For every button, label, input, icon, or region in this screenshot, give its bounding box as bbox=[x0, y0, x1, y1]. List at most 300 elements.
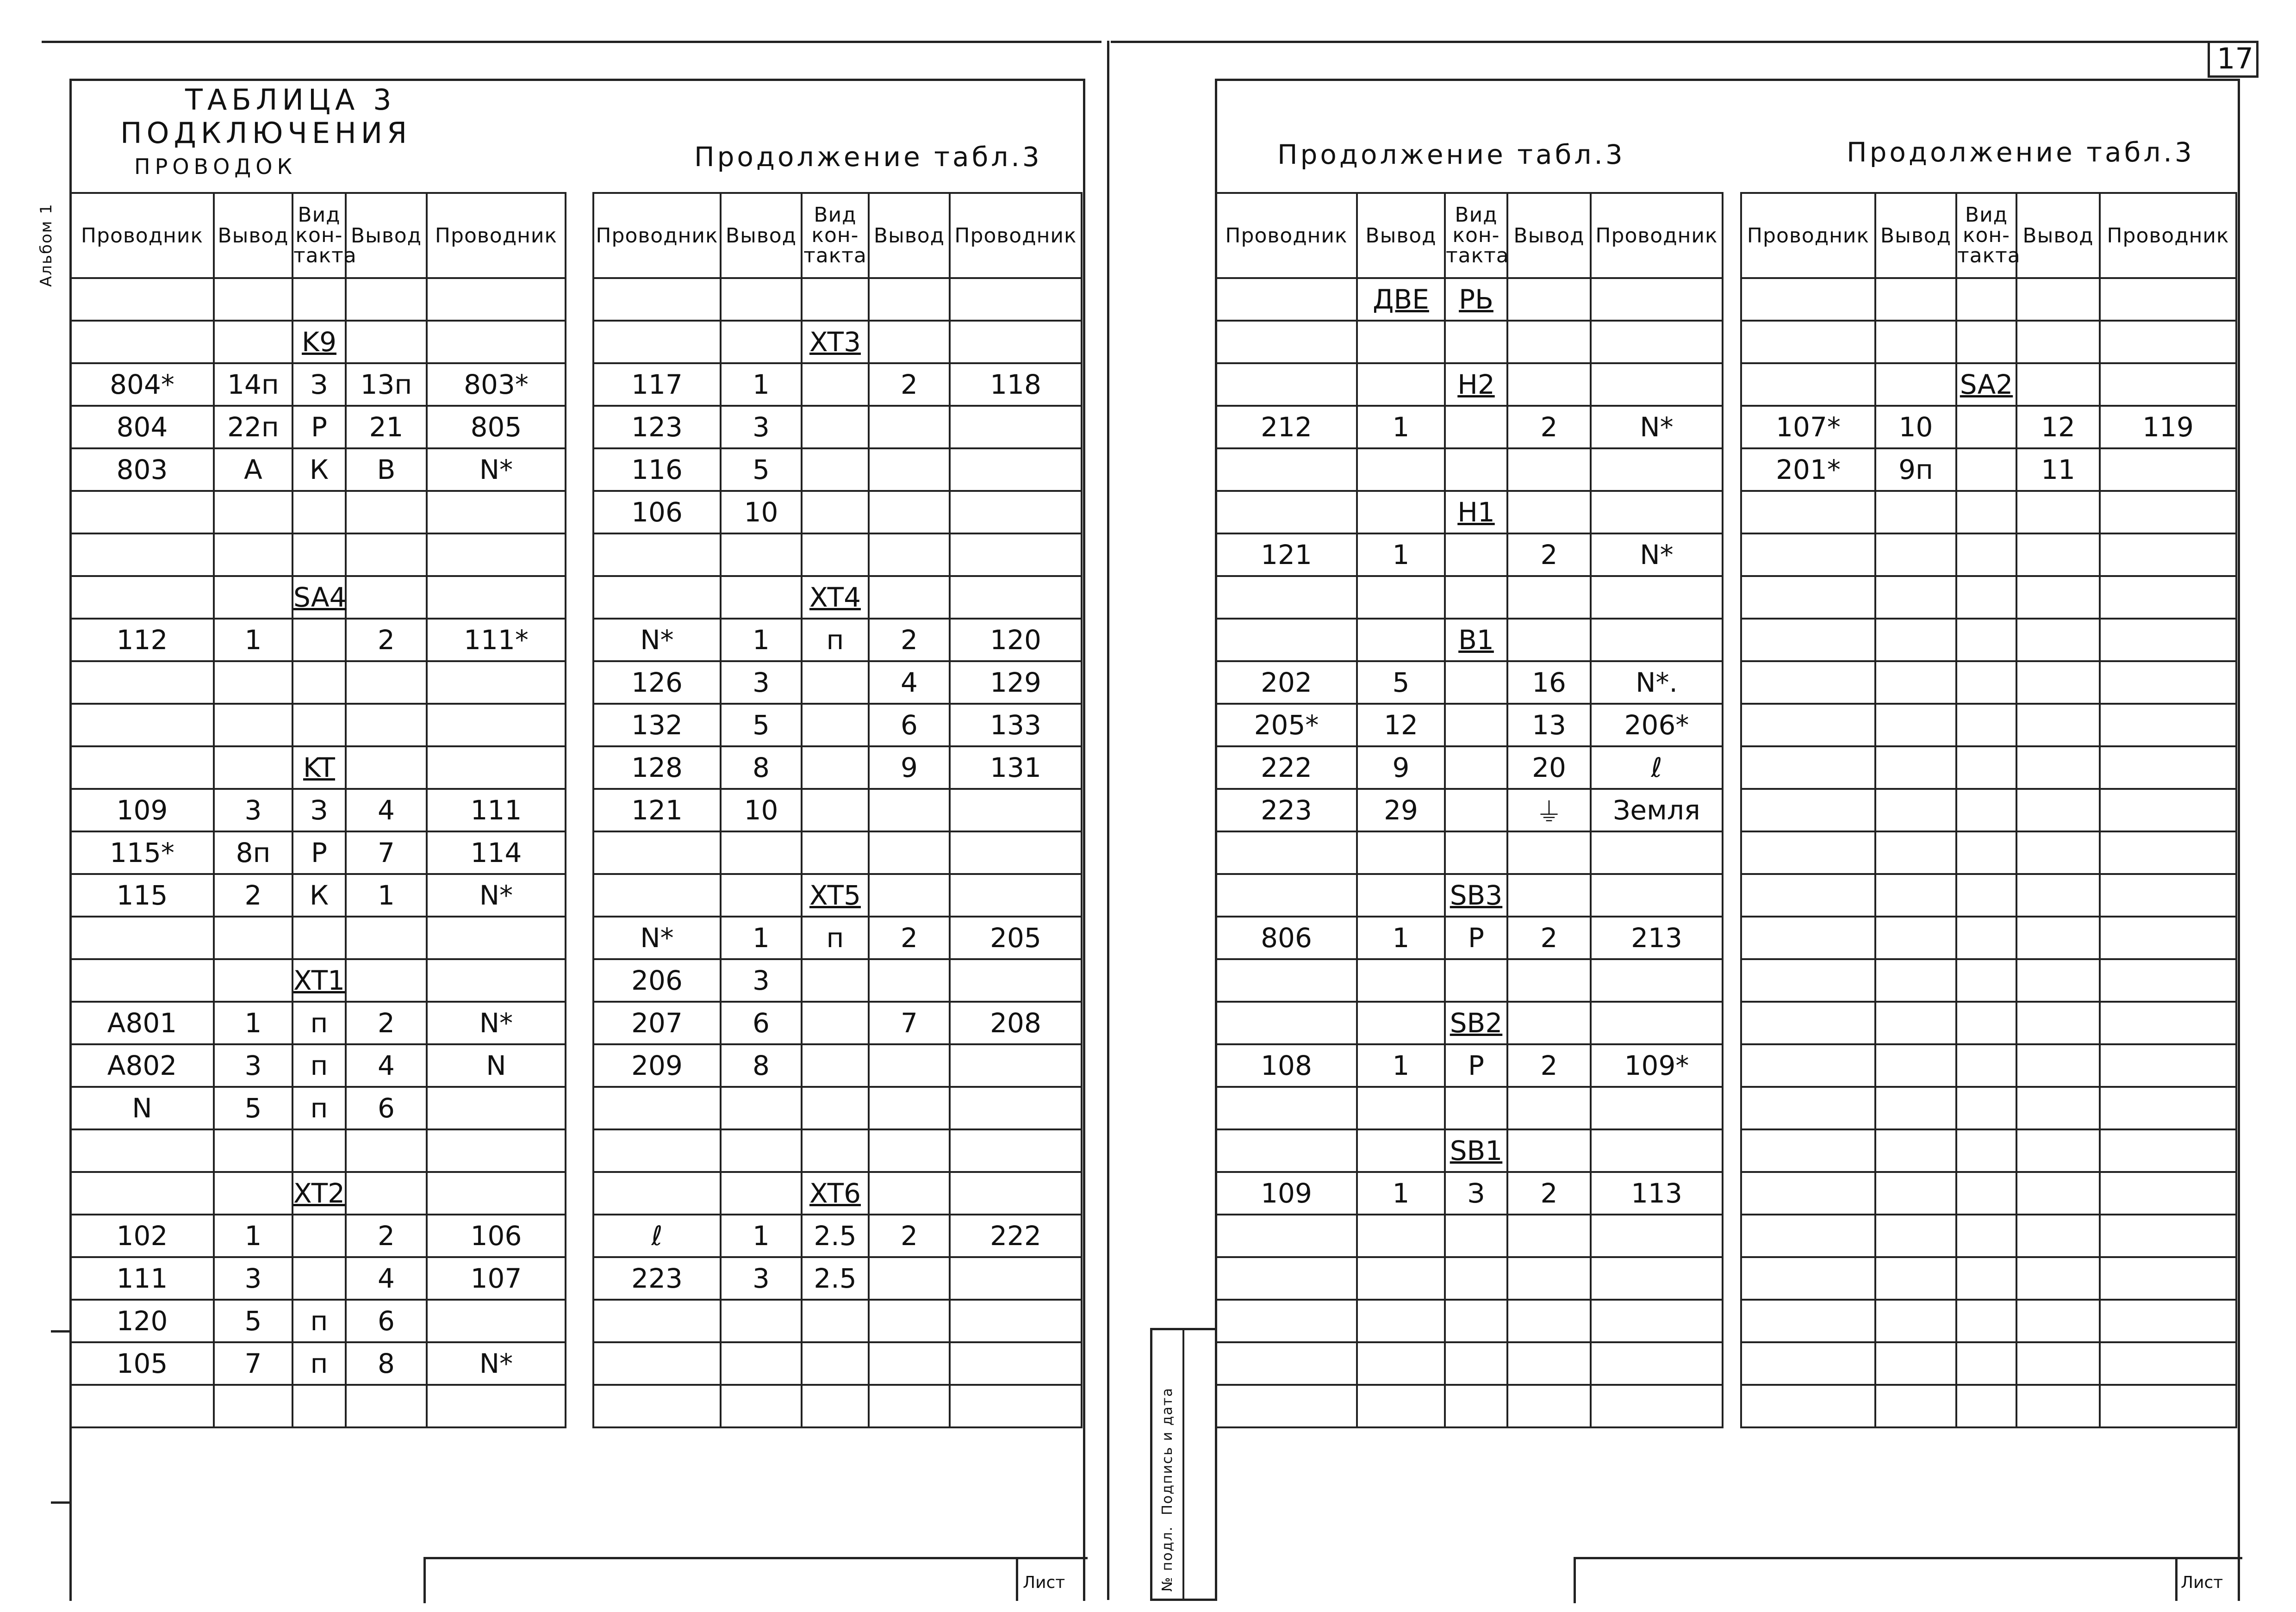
table-cell bbox=[721, 874, 802, 917]
table-cell bbox=[427, 576, 566, 619]
table-cell: 1 bbox=[214, 619, 292, 661]
table-cell: З bbox=[292, 789, 346, 831]
table-cell bbox=[2100, 321, 2236, 363]
table-cell: 3 bbox=[721, 1257, 802, 1300]
table-cell bbox=[593, 533, 721, 576]
table-row bbox=[593, 746, 1082, 789]
table-cell bbox=[721, 1087, 802, 1129]
table-cell bbox=[1445, 576, 1507, 619]
table-cell bbox=[950, 448, 1082, 491]
table-cell bbox=[214, 661, 292, 704]
table-cell bbox=[427, 1087, 566, 1129]
table-cell bbox=[70, 491, 214, 533]
table-cell bbox=[1357, 1300, 1445, 1342]
table-cell bbox=[2016, 1129, 2100, 1172]
table-cell bbox=[1507, 321, 1591, 363]
table-cell bbox=[1445, 619, 1507, 661]
table-cell: 2 bbox=[869, 363, 950, 406]
table-cell: 1 bbox=[1357, 1172, 1445, 1215]
table-cell bbox=[950, 1172, 1082, 1215]
table-cell bbox=[1956, 874, 2016, 917]
table-cell bbox=[70, 321, 214, 363]
table-cell bbox=[2100, 1257, 2236, 1300]
table-cell bbox=[802, 704, 869, 746]
table-cell: 3 bbox=[721, 959, 802, 1002]
table-row bbox=[1216, 1342, 1723, 1385]
table-cell bbox=[593, 1172, 721, 1215]
table-cell: 205 bbox=[950, 917, 1082, 959]
table-cell bbox=[1445, 363, 1507, 406]
table-cell bbox=[593, 576, 721, 619]
table-cell: 123 bbox=[593, 406, 721, 448]
table-cell: 5 bbox=[721, 448, 802, 491]
table-cell bbox=[1445, 1002, 1507, 1044]
table-row bbox=[593, 363, 1082, 406]
table-cell bbox=[1875, 321, 1956, 363]
table-cell bbox=[1591, 491, 1723, 533]
table-cell bbox=[1445, 789, 1507, 831]
table-cell bbox=[1507, 278, 1591, 321]
table-cell bbox=[802, 1385, 869, 1427]
table-cell bbox=[70, 1129, 214, 1172]
table-cell bbox=[1591, 1300, 1723, 1342]
table-cell: 806 bbox=[1216, 917, 1357, 959]
table-cell bbox=[1956, 1385, 2016, 1427]
table-cell bbox=[1956, 1172, 2016, 1215]
table-cell bbox=[1445, 491, 1507, 533]
column-header: Проводник bbox=[2100, 193, 2236, 278]
table-cell: 10 bbox=[721, 789, 802, 831]
table-row bbox=[1216, 661, 1723, 704]
table-cell: 102 bbox=[70, 1215, 214, 1257]
table-cell bbox=[1741, 363, 1875, 406]
table-row bbox=[593, 1002, 1082, 1044]
table-cell bbox=[1875, 959, 1956, 1002]
table-cell bbox=[427, 1385, 566, 1427]
table-cell bbox=[1875, 874, 1956, 917]
table-cell bbox=[2016, 1300, 2100, 1342]
table-row bbox=[1216, 1300, 1723, 1342]
table-row bbox=[1216, 874, 1723, 917]
table-cell bbox=[2016, 1172, 2100, 1215]
table-row bbox=[70, 1300, 566, 1342]
table-row bbox=[1741, 533, 2236, 576]
table-cell bbox=[1507, 491, 1591, 533]
table-cell bbox=[214, 321, 292, 363]
table-cell bbox=[593, 1129, 721, 1172]
table-cell bbox=[1445, 1385, 1507, 1427]
table-cell bbox=[1445, 874, 1507, 917]
table-cell: 118 bbox=[950, 363, 1082, 406]
table-cell bbox=[2016, 1257, 2100, 1300]
title-line-3: ПРОВОДОК bbox=[134, 154, 297, 179]
table-cell bbox=[70, 533, 214, 576]
table-cell bbox=[1216, 1300, 1357, 1342]
table-cell bbox=[1445, 278, 1507, 321]
table-cell bbox=[2100, 661, 2236, 704]
table-cell: п bbox=[802, 917, 869, 959]
table-cell: З bbox=[292, 363, 346, 406]
table-cell: 133 bbox=[950, 704, 1082, 746]
table-cell bbox=[214, 1129, 292, 1172]
table-cell: 109 bbox=[70, 789, 214, 831]
table-row bbox=[70, 1257, 566, 1300]
table-row bbox=[70, 661, 566, 704]
table-cell bbox=[1956, 533, 2016, 576]
table-row bbox=[1216, 1002, 1723, 1044]
table-cell: 8 bbox=[346, 1342, 427, 1385]
table-row bbox=[1741, 1044, 2236, 1087]
table-cell bbox=[869, 321, 950, 363]
table-cell bbox=[802, 278, 869, 321]
table-cell: A801 bbox=[70, 1002, 214, 1044]
table-cell bbox=[2016, 831, 2100, 874]
table-cell: 114 bbox=[427, 831, 566, 874]
table-cell bbox=[346, 1129, 427, 1172]
table-cell bbox=[869, 1385, 950, 1427]
table-cell: 113 bbox=[1591, 1172, 1723, 1215]
table-cell bbox=[427, 746, 566, 789]
table-cell: 106 bbox=[427, 1215, 566, 1257]
table-cell: 206 bbox=[593, 959, 721, 1002]
table-cell: N bbox=[427, 1044, 566, 1087]
table-row bbox=[1216, 1044, 1723, 1087]
table-cell: 16 bbox=[1507, 661, 1591, 704]
table-cell bbox=[1591, 874, 1723, 917]
table-cell bbox=[1956, 917, 2016, 959]
table-row bbox=[70, 1215, 566, 1257]
table-cell bbox=[721, 533, 802, 576]
continuation-title-1: Продолжение табл.3 bbox=[694, 141, 1042, 173]
table-cell bbox=[1741, 1044, 1875, 1087]
table-cell: 9п bbox=[1875, 448, 1956, 491]
table-cell bbox=[346, 1385, 427, 1427]
table-cell: 129 bbox=[950, 661, 1082, 704]
table-row bbox=[70, 917, 566, 959]
table-cell bbox=[292, 1215, 346, 1257]
table-row bbox=[1741, 1300, 2236, 1342]
table-row bbox=[70, 278, 566, 321]
table-cell bbox=[721, 1385, 802, 1427]
table-cell: 10 bbox=[1875, 406, 1956, 448]
table-row bbox=[1741, 1087, 2236, 1129]
table-cell bbox=[1216, 448, 1357, 491]
left-title-block bbox=[423, 1557, 1088, 1603]
table-cell bbox=[1216, 831, 1357, 874]
table-cell bbox=[721, 1129, 802, 1172]
table-cell bbox=[1875, 278, 1956, 321]
table-cell bbox=[292, 278, 346, 321]
device-tag: H1 bbox=[1457, 496, 1495, 528]
table-cell bbox=[1357, 874, 1445, 917]
table-cell bbox=[1216, 1087, 1357, 1129]
table-cell: 205* bbox=[1216, 704, 1357, 746]
table-cell bbox=[1357, 619, 1445, 661]
table-cell bbox=[721, 576, 802, 619]
table-cell bbox=[1357, 448, 1445, 491]
table-cell bbox=[1507, 831, 1591, 874]
table-cell bbox=[721, 321, 802, 363]
table-cell bbox=[1357, 959, 1445, 1002]
table-cell bbox=[869, 533, 950, 576]
table-cell: N* bbox=[593, 917, 721, 959]
table-row bbox=[1741, 1257, 2236, 1300]
table-cell bbox=[869, 1300, 950, 1342]
table-cell bbox=[2100, 491, 2236, 533]
table-cell bbox=[869, 491, 950, 533]
table-cell bbox=[1591, 576, 1723, 619]
table-cell bbox=[70, 576, 214, 619]
table-cell bbox=[1875, 1215, 1956, 1257]
table-cell: В bbox=[346, 448, 427, 491]
table-cell bbox=[427, 278, 566, 321]
table-row bbox=[593, 491, 1082, 533]
table-row bbox=[593, 1257, 1082, 1300]
table-cell: 1 bbox=[1357, 533, 1445, 576]
table-cell bbox=[2100, 831, 2236, 874]
table-row bbox=[1741, 1172, 2236, 1215]
table-cell bbox=[1591, 363, 1723, 406]
table-row bbox=[70, 1342, 566, 1385]
table-cell: 1 bbox=[721, 363, 802, 406]
table-cell: 2 bbox=[1507, 917, 1591, 959]
table-row bbox=[593, 619, 1082, 661]
table-cell bbox=[869, 278, 950, 321]
table-cell: З bbox=[1445, 1172, 1507, 1215]
table-cell: 8 bbox=[721, 746, 802, 789]
table-cell: п bbox=[802, 619, 869, 661]
table-cell bbox=[1357, 491, 1445, 533]
table-cell bbox=[1445, 448, 1507, 491]
table-cell bbox=[1875, 533, 1956, 576]
table-cell: 126 bbox=[593, 661, 721, 704]
table-cell bbox=[1216, 321, 1357, 363]
table-cell bbox=[214, 1385, 292, 1427]
table-cell: 201* bbox=[1741, 448, 1875, 491]
table-cell: 6 bbox=[869, 704, 950, 746]
table-cell: Р bbox=[292, 831, 346, 874]
table-cell bbox=[1741, 1385, 1875, 1427]
table-row bbox=[1741, 746, 2236, 789]
table-row bbox=[70, 619, 566, 661]
table-row bbox=[593, 448, 1082, 491]
table-cell bbox=[1591, 1215, 1723, 1257]
table-cell bbox=[292, 917, 346, 959]
table-cell bbox=[346, 917, 427, 959]
column-header: Вид кон- такта bbox=[802, 193, 869, 278]
table-cell bbox=[802, 661, 869, 704]
device-tag: SB2 bbox=[1450, 1007, 1503, 1039]
table-row bbox=[1741, 831, 2236, 874]
table-row bbox=[593, 1215, 1082, 1257]
table-row bbox=[1216, 576, 1723, 619]
table-cell bbox=[950, 1129, 1082, 1172]
table-cell bbox=[214, 746, 292, 789]
table-row bbox=[593, 831, 1082, 874]
table-cell: 111 bbox=[70, 1257, 214, 1300]
table-cell bbox=[1507, 1257, 1591, 1300]
table-row bbox=[70, 406, 566, 448]
table-cell bbox=[950, 874, 1082, 917]
table-cell bbox=[2100, 278, 2236, 321]
table-cell bbox=[1445, 959, 1507, 1002]
table-cell: 109 bbox=[1216, 1172, 1357, 1215]
table-cell: 222 bbox=[950, 1215, 1082, 1257]
table-cell: 803* bbox=[427, 363, 566, 406]
table-row bbox=[70, 576, 566, 619]
table-cell: п bbox=[292, 1300, 346, 1342]
table-cell bbox=[1875, 917, 1956, 959]
table-cell bbox=[1741, 661, 1875, 704]
table-cell: 1 bbox=[721, 917, 802, 959]
table-cell: 2 bbox=[346, 1215, 427, 1257]
table-cell bbox=[292, 1385, 346, 1427]
table-row bbox=[593, 576, 1082, 619]
table-row bbox=[70, 1044, 566, 1087]
table-cell: п bbox=[292, 1002, 346, 1044]
table-cell bbox=[214, 959, 292, 1002]
table-cell: N* bbox=[427, 1342, 566, 1385]
table-cell bbox=[1591, 448, 1723, 491]
table-cell bbox=[950, 1044, 1082, 1087]
table-cell: 206* bbox=[1591, 704, 1723, 746]
table-cell bbox=[1507, 363, 1591, 406]
table-cell: 2 bbox=[1507, 406, 1591, 448]
table-cell: 119 bbox=[2100, 406, 2236, 448]
device-tag: ДВЕ bbox=[1373, 284, 1429, 315]
table-cell bbox=[1956, 746, 2016, 789]
table-cell bbox=[950, 959, 1082, 1002]
table-cell bbox=[427, 491, 566, 533]
table-cell bbox=[950, 1385, 1082, 1427]
column-header: Проводник bbox=[593, 193, 721, 278]
table-cell bbox=[1216, 576, 1357, 619]
table-cell: 4 bbox=[346, 1044, 427, 1087]
table-cell: 112 bbox=[70, 619, 214, 661]
table-cell bbox=[1875, 1385, 1956, 1427]
table-cell bbox=[802, 831, 869, 874]
table-cell bbox=[2016, 1342, 2100, 1385]
table-cell bbox=[1591, 1385, 1723, 1427]
table-cell bbox=[1741, 1257, 1875, 1300]
table-cell bbox=[869, 959, 950, 1002]
table-cell bbox=[2016, 746, 2100, 789]
table-cell: 111* bbox=[427, 619, 566, 661]
table-cell bbox=[1956, 831, 2016, 874]
table-cell: 7 bbox=[214, 1342, 292, 1385]
column-header: Вывод bbox=[346, 193, 427, 278]
table-cell bbox=[214, 576, 292, 619]
table-cell bbox=[869, 448, 950, 491]
table-row bbox=[1216, 789, 1723, 831]
device-tag: XT2 bbox=[293, 1178, 345, 1209]
table-cell bbox=[869, 1087, 950, 1129]
table-cell bbox=[593, 1385, 721, 1427]
table-row bbox=[70, 533, 566, 576]
table-cell bbox=[346, 321, 427, 363]
table-cell bbox=[2100, 746, 2236, 789]
table-cell bbox=[1507, 874, 1591, 917]
table-cell bbox=[1216, 1215, 1357, 1257]
table-cell bbox=[1507, 1342, 1591, 1385]
header-row bbox=[1216, 193, 1723, 278]
table-cell: 4 bbox=[346, 789, 427, 831]
table-cell bbox=[1507, 1215, 1591, 1257]
table-cell: Р bbox=[1445, 917, 1507, 959]
table-cell bbox=[1357, 1002, 1445, 1044]
table-cell bbox=[1357, 321, 1445, 363]
margin-tick-2 bbox=[51, 1501, 69, 1504]
table-cell bbox=[869, 1342, 950, 1385]
device-tag: SA4 bbox=[293, 582, 347, 613]
column-header: Вывод bbox=[214, 193, 292, 278]
continuation-title-2: Продолжение табл.3 bbox=[1277, 139, 1625, 170]
table-cell bbox=[1875, 363, 1956, 406]
table-cell: 2 bbox=[1507, 533, 1591, 576]
table-row bbox=[70, 1172, 566, 1215]
table-cell bbox=[292, 576, 346, 619]
table-cell: 7 bbox=[869, 1002, 950, 1044]
table-row bbox=[593, 789, 1082, 831]
table-cell: ℓ bbox=[593, 1215, 721, 1257]
table-row bbox=[1741, 363, 2236, 406]
table-cell bbox=[1507, 1129, 1591, 1172]
table-cell bbox=[1875, 1172, 1956, 1215]
table-cell bbox=[1741, 619, 1875, 661]
table-cell: 115 bbox=[70, 874, 214, 917]
table-cell bbox=[1741, 959, 1875, 1002]
table-cell bbox=[1445, 1300, 1507, 1342]
table-cell bbox=[346, 704, 427, 746]
table-row bbox=[1741, 1342, 2236, 1385]
table-cell bbox=[950, 321, 1082, 363]
table-cell bbox=[802, 1087, 869, 1129]
column-header: Вывод bbox=[1507, 193, 1591, 278]
column-header: Проводник bbox=[70, 193, 214, 278]
table-row bbox=[1741, 619, 2236, 661]
table-row bbox=[1741, 491, 2236, 533]
table-row bbox=[1741, 959, 2236, 1002]
table-cell bbox=[1741, 874, 1875, 917]
table-cell bbox=[1741, 533, 1875, 576]
table-row bbox=[1216, 959, 1723, 1002]
table-cell bbox=[1357, 1129, 1445, 1172]
table-cell bbox=[1741, 1087, 1875, 1129]
table-cell bbox=[1956, 1002, 2016, 1044]
table-cell bbox=[1956, 1215, 2016, 1257]
table-cell bbox=[721, 278, 802, 321]
table-cell bbox=[1445, 704, 1507, 746]
table-cell: 121 bbox=[1216, 533, 1357, 576]
table-cell: 212 bbox=[1216, 406, 1357, 448]
table-cell bbox=[346, 491, 427, 533]
table-cell: 4 bbox=[869, 661, 950, 704]
table-cell: 12 bbox=[1357, 704, 1445, 746]
table-cell: 5 bbox=[214, 1300, 292, 1342]
table-cell: 115* bbox=[70, 831, 214, 874]
table-cell bbox=[1357, 1342, 1445, 1385]
table-row bbox=[593, 321, 1082, 363]
table-cell: 223 bbox=[1216, 789, 1357, 831]
table-cell bbox=[346, 746, 427, 789]
table-row bbox=[593, 1300, 1082, 1342]
table-cell bbox=[2016, 321, 2100, 363]
table-cell: 804* bbox=[70, 363, 214, 406]
device-tag: РЬ bbox=[1459, 284, 1493, 315]
table-cell bbox=[1216, 1257, 1357, 1300]
table-cell bbox=[1875, 1129, 1956, 1172]
table-cell bbox=[1507, 619, 1591, 661]
